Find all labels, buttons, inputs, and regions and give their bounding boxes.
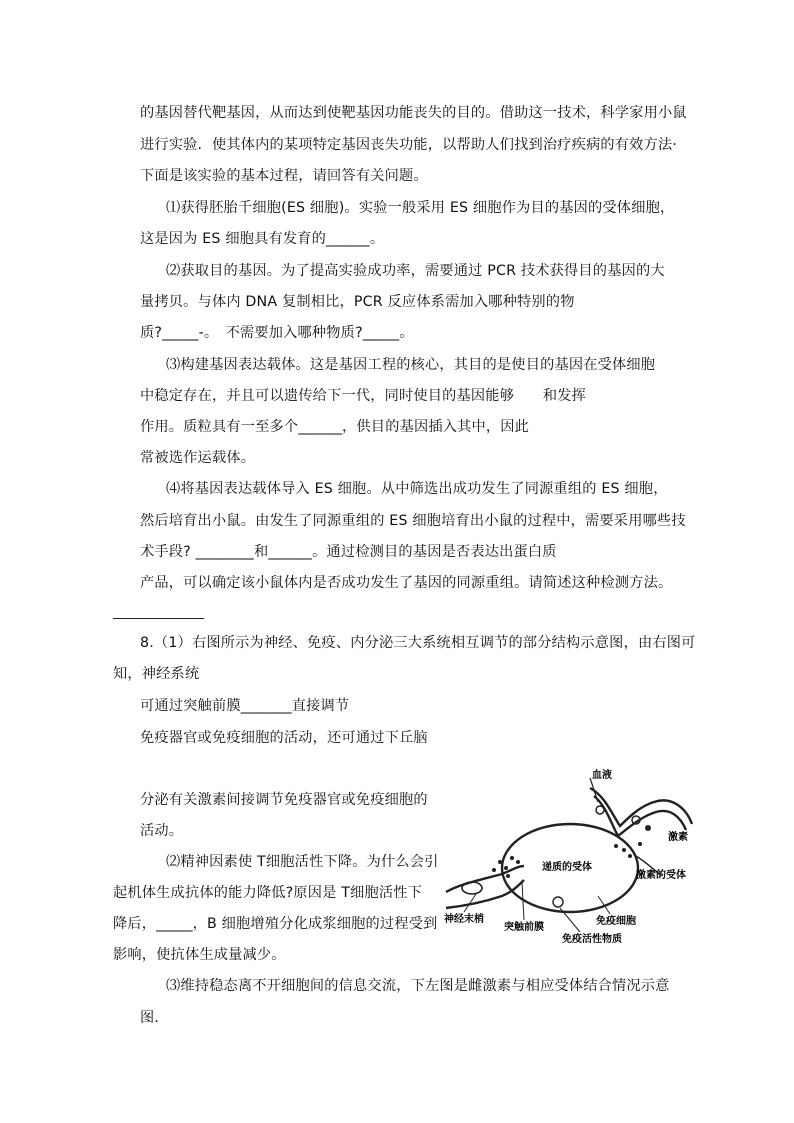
- passage-line-11: 作用。质粒具有一至多个______，供目的基因插入其中，因此: [140, 419, 530, 435]
- label-presynaptic-membrane: 突触前膜: [504, 922, 544, 933]
- q8-line-12: 图．: [140, 1010, 169, 1026]
- passage-line-1: 的基因替代靶基因，从而达到使靶基因功能丧失的目的。借助这一技术，科学家用小鼠: [140, 105, 687, 121]
- q8-line-8: 起机体生成抗体的能力降低?原因是 T细胞活性下: [113, 885, 423, 901]
- q8-line-5: 分泌有关激素间接调节免疫器官或免疫细胞的: [140, 792, 428, 808]
- passage-line-4: ⑴获得胚胎千细胞(ES 细胞)。实验一般采用 ES 细胞作为目的基因的受体细胞，: [166, 200, 675, 216]
- passage-line-13: ⑷将基因表达载体导入 ES 细胞。从中筛选出成功发生了同源重组的 ES 细胞，: [166, 481, 668, 497]
- q8-line-2: 知，神经系统: [113, 666, 200, 682]
- passage-line-3: 下面是该实验的基本过程，请回答有关问题。: [140, 168, 428, 184]
- label-hormone-receptor: 激素的受体: [636, 870, 686, 881]
- label-transmitter-receptor: 递质的受体: [542, 862, 592, 873]
- q8-line-10: 影响，使抗体生成量减少。: [113, 947, 286, 963]
- label-hormone: 激素: [668, 832, 688, 843]
- nerve-ending: [446, 866, 524, 892]
- passage-line-12: 常被选作运载体。: [140, 450, 256, 466]
- q8-line-1: 8.（1）右图所示为神经、免疫、内分泌三大系统相互调节的部分结构示意图，由右图可: [140, 635, 696, 651]
- label-nerve-ending: 神经末梢: [444, 914, 484, 925]
- q8-line-4: 免疫器官或免疫细胞的活动，还可通过下丘脑: [140, 730, 428, 746]
- passage-line-9: ⑶构建基因表达载体。这是基因工程的核心，其目的是使目的基因在受体细胞: [166, 357, 656, 373]
- passage-line-7: 量拷贝。与体内 DNA 复制相比，PCR 反应体系需加入哪种特别的物: [140, 294, 575, 310]
- passage-line-16: 产品，可以确定该小鼠体内是否成功发生了基因的同源重组。请简述这种检测方法。: [140, 575, 673, 591]
- passage-line-14: 然后培育出小鼠。由发生了同源重组的 ES 细胞培育出小鼠的过程中，需要采用哪些技: [140, 513, 686, 529]
- passage-line-8: 质?_____-。 不需要加入哪种物质?_____。: [140, 325, 414, 341]
- passage-line-5: 这是因为 ES 细胞具有发育的______。: [140, 231, 385, 247]
- passage-line-6: ⑵获取目的基因。为了提高实验成功率，需要通过 PCR 技术获得目的基因的大: [166, 263, 665, 279]
- label-blood-vessel: 血液: [592, 770, 612, 781]
- q8-line-7: ⑵精神因素使 T细胞活性下降。为什么会引: [166, 854, 439, 870]
- answer-underline: [113, 618, 204, 619]
- q8-line-11: ⑶维持稳态离不开细胞间的信息交流，下左图是雌激素与相应受体结合情况示意: [166, 978, 670, 994]
- q8-line-3: 可通过突触前膜_______直接调节: [140, 698, 350, 714]
- passage-line-10: 中稳定存在，并且可以遗传给下一代，同时使目的基因能够 和发挥: [140, 388, 587, 404]
- passage-line-2: 进行实验．使其体内的某项特定基因丧失功能，以帮助人们找到治疗疾病的有效方法·: [140, 137, 678, 153]
- regulation-diagram: [440, 766, 700, 956]
- passage-line-15: 术手段? ________和______。通过检测目的基因是否表达出蛋白质: [140, 544, 557, 560]
- label-immune-active-substance: 免疫活性物质: [562, 934, 622, 945]
- q8-line-9: 降后，_____，B 细胞增殖分化成浆细胞的过程受到: [113, 916, 438, 932]
- label-immune-cell: 免疫细胞: [596, 916, 636, 927]
- q8-line-6: 活动。: [140, 823, 184, 839]
